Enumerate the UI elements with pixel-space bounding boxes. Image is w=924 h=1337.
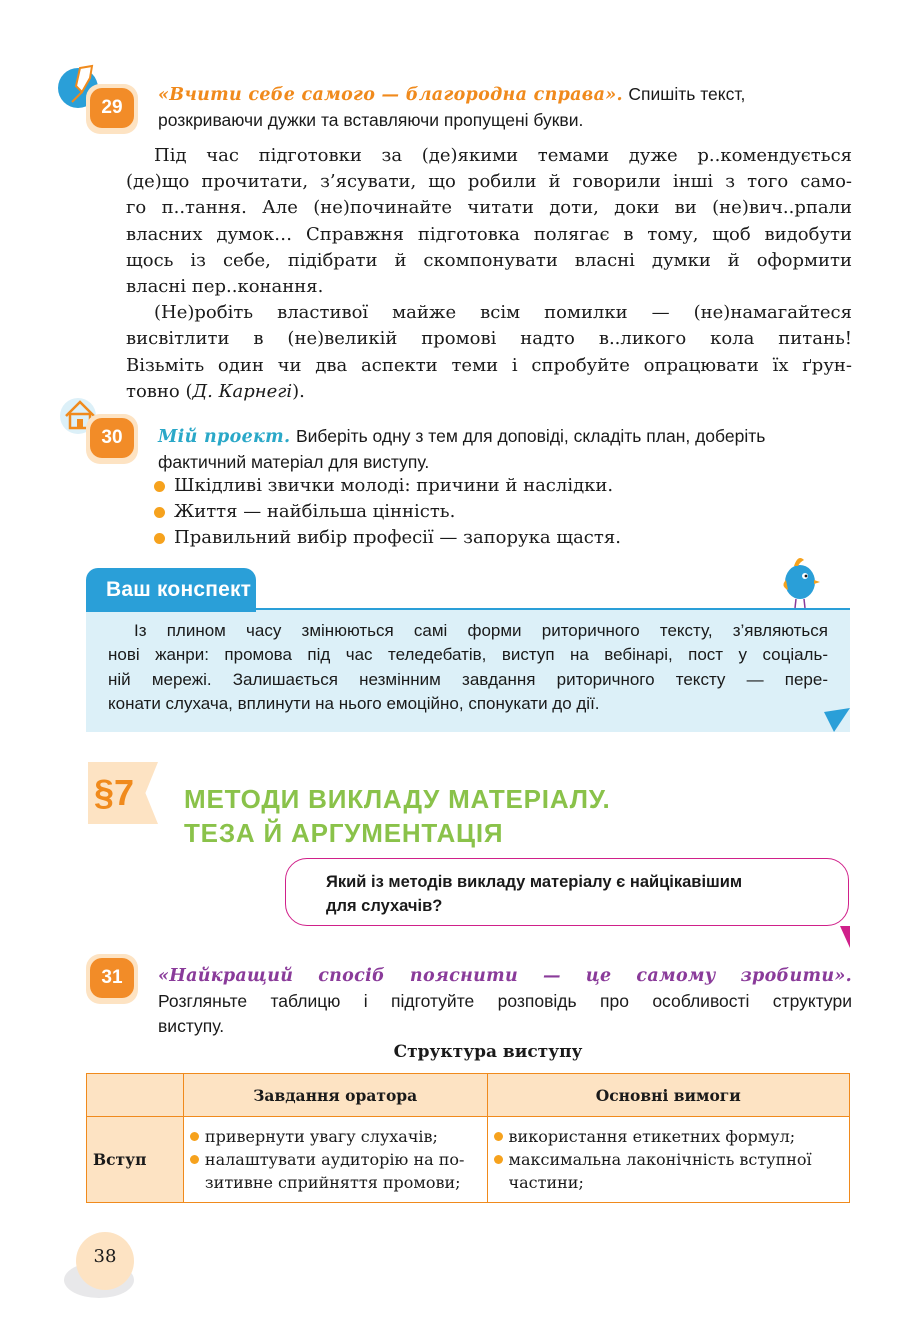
table-header-requirements: Основні вимоги: [487, 1074, 849, 1117]
summary-line: ній мережі. Залишається незмінним завдання риторичного тексту — пере-: [108, 669, 828, 689]
question-corner-icon: [838, 926, 852, 948]
section-title: МЕТОДИ ВИКЛАДУ МАТЕРІАЛУ. ТЕЗА Й АРГУМЕНТАЦІЯ: [184, 784, 611, 848]
summary-label: Ваш конспект: [86, 568, 256, 612]
task-31-instruction: Розгляньте таблицю і підготуйте розповідь про особливості структури: [158, 991, 852, 1011]
summary-line: конати слухача, вплинути на нього емоційно, спонукати до дії.: [108, 694, 600, 714]
task-30-heading: [158, 424, 852, 475]
section-number: §7: [94, 772, 135, 813]
task-30-instruction-cont: фактичний матеріал для виступу.: [158, 452, 430, 472]
summary-line: нові жанри: промова під час теледебатів, виступ на вебінарі, пост у соціаль-: [108, 645, 828, 665]
bullet-icon: [190, 1132, 199, 1141]
table-header-empty: [87, 1074, 184, 1117]
task-31-heading: [158, 964, 852, 1039]
task-29-instruction: Спишіть текст,: [628, 84, 746, 104]
task-29-lead: «Вчити себе самого — благородна справа».: [158, 85, 623, 105]
task-31-lead: «Найкращий спосіб пояснити — це самому зробити».: [158, 966, 852, 986]
page-number: 38: [93, 1246, 117, 1267]
paragraph: Під час підготовки за (де)якими темами дуже р..комендується: [154, 145, 852, 166]
author-name: Д. Карнегі: [192, 380, 293, 402]
row-label: Вступ: [87, 1117, 184, 1203]
bullet-icon: [154, 481, 165, 492]
paragraph: (Не)робіть властивої майже всім помилки — (не)намагайтеся: [154, 302, 852, 324]
bullet-icon: [494, 1155, 503, 1164]
tasks-cell: привернути увагу слухачів; налаштувати аудиторію на по-зитивне сприйняття промови;: [183, 1117, 487, 1203]
question-text: Який із методів викладу матеріалу є найцікавішим для слухачів?: [326, 873, 743, 915]
corner-arrow-icon: [822, 704, 852, 734]
task-29-instruction-cont: розкриваючи дужки та вставляючи пропущені букви.: [158, 110, 584, 130]
bird-icon: [778, 550, 820, 610]
structure-table: [86, 1073, 850, 1203]
exercise-number-30: 30: [90, 418, 134, 458]
list-item: Шкідливі звички молоді: причини й наслідки.: [154, 473, 854, 499]
exercise-number-31: 31: [90, 958, 134, 998]
task-31-instruction-cont: виступу.: [158, 1016, 225, 1036]
task-29-text: Під час підготовки за (де)якими темами дуже р..комендується (де)що прочитати, з’ясувати, що робили й говорили інші з того само- го п..тання. Але (не)починайте читати доти, доки ви (не)вич..рпали власних думок… Справжня підготовка полягає в тому, щоб видобути щось із себе, підібрати й скомпонувати власні думки й оформити власні пер..конання. (Не)робіть властивої майже всім помилки — (не)намагайтеся висвітлити в (не)великій промові надто в..ликого кола питань! Візьміть один чи два аспекти теми і спробуйте опрацювати їх ґрун- товно (Д. Карнегі).: [126, 145, 852, 402]
summary-line: Із плином часу змінюються самі форми риторичного тексту, з’являються: [134, 621, 828, 640]
table-title: Структура виступу: [393, 1042, 583, 1062]
list-item: Правильний вибір професії — запорука щастя.: [154, 525, 854, 551]
bullet-icon: [494, 1132, 503, 1141]
requirements-cell: використання етикетних формул; максимальна лаконічність вступної частини;: [487, 1117, 849, 1203]
list-item: Життя — найбільша цінність.: [154, 499, 854, 525]
exercise-number-29: 29: [90, 88, 134, 128]
bullet-icon: [190, 1155, 199, 1164]
task-30-lead: Мій проект.: [158, 427, 291, 447]
table-row: [87, 1117, 850, 1203]
bullet-icon: [154, 533, 165, 544]
topic-list: [154, 473, 854, 551]
table-header-tasks: Завдання оратора: [183, 1074, 487, 1117]
summary-text: [108, 619, 828, 717]
task-30-instruction: Виберіть одну з тем для доповіді, складіть план, доберіть: [295, 426, 766, 446]
task-29-heading: [158, 82, 852, 133]
bullet-icon: [154, 507, 165, 518]
